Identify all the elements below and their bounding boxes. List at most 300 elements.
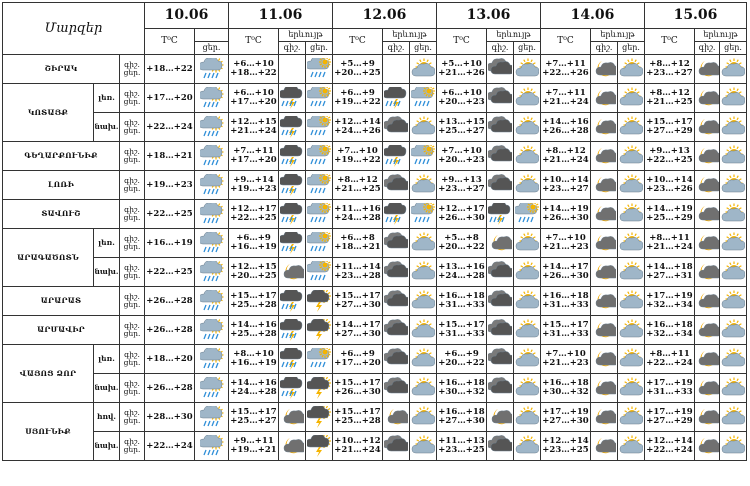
weather-icon-cell xyxy=(695,142,720,171)
night-temp: +15…+17 xyxy=(230,407,277,418)
weather-icon-cell xyxy=(487,171,514,200)
night-temp: +15…+17 xyxy=(438,320,485,331)
weather-icon-cell xyxy=(720,113,747,142)
night-temp: +6…+8 xyxy=(340,233,375,244)
temp-cell: +22…+24 xyxy=(145,432,195,461)
rain-icon xyxy=(306,203,332,225)
table-row xyxy=(3,432,747,461)
night-temp: +8…+12 xyxy=(545,146,586,157)
cloud-dark-icon xyxy=(487,261,513,283)
night-temp: +12…+17 xyxy=(438,204,485,215)
night-temp: +15…+17 xyxy=(542,320,589,331)
temp-header: T⁰C xyxy=(437,29,487,55)
weather-icon-cell xyxy=(195,432,229,461)
weather-icon-cell xyxy=(195,142,229,171)
night-temp: +6…+9 xyxy=(340,88,375,99)
temp-cell: +22…+25 xyxy=(145,258,195,287)
subregion-name: նախ. xyxy=(94,374,120,403)
temp-cell xyxy=(645,142,695,171)
weather-icon-cell xyxy=(720,84,747,113)
weather-icon-cell xyxy=(591,171,618,200)
sun-cloud-icon xyxy=(410,116,436,138)
subregion-name: լեռ. xyxy=(94,229,120,258)
table-row xyxy=(3,55,747,84)
moon-icon xyxy=(591,406,617,428)
weather-icon-cell xyxy=(195,374,229,403)
moon-icon xyxy=(591,203,617,225)
weather-icon-cell xyxy=(410,345,437,374)
night-temp: +12…+15 xyxy=(230,262,277,273)
night-label: գիշ. xyxy=(124,60,140,70)
night-label: գիշ. xyxy=(124,437,140,447)
moon-icon xyxy=(591,232,617,254)
night-temp: +6…+10 xyxy=(233,59,274,70)
weather-icon-cell xyxy=(279,84,306,113)
weather-icon-cell xyxy=(306,403,333,432)
day-temp: +18…+22 xyxy=(230,68,277,78)
weather-icon-cell xyxy=(279,345,306,374)
region-name: ԳԵՂԱՐՔՈՒՆԻՔ xyxy=(3,142,120,171)
weather-icon-cell xyxy=(383,171,410,200)
weather-icon-cell xyxy=(383,374,410,403)
day-temp: +25…+27 xyxy=(438,126,485,136)
night-temp: +13…+16 xyxy=(438,262,485,273)
sun-cloud-icon xyxy=(410,174,436,196)
night-temp: +7…+11 xyxy=(545,59,586,70)
night-label: գիշ. xyxy=(124,379,140,389)
moon-icon xyxy=(591,290,617,312)
day-header: ցեր. xyxy=(306,42,333,55)
night-temp: +15…+17 xyxy=(334,378,381,389)
weather-icon-cell xyxy=(410,287,437,316)
subregion-name: նախ. xyxy=(94,113,120,142)
day-label: ցեր. xyxy=(123,184,141,193)
temp-cell xyxy=(541,403,591,432)
temp-cell xyxy=(541,316,591,345)
period-labels xyxy=(120,171,145,200)
weather-icon-cell xyxy=(591,432,618,461)
temp-header: T⁰C xyxy=(541,29,591,55)
weather-icon-cell xyxy=(618,432,645,461)
day-temp: +31…+33 xyxy=(542,300,589,310)
night-temp: +14…+16 xyxy=(230,378,277,389)
storm-icon xyxy=(279,203,305,225)
day-temp: +17…+20 xyxy=(334,358,381,368)
day-temp: +16…+19 xyxy=(230,358,277,368)
date-header-1: 11.06 xyxy=(229,3,333,29)
night-temp: +14…+17 xyxy=(542,262,589,273)
cloud-dark-icon xyxy=(383,261,409,283)
temp-cell xyxy=(229,229,279,258)
weather-icon-cell xyxy=(591,55,618,84)
day-temp: +17…+20 xyxy=(230,155,277,165)
storm-icon xyxy=(383,203,409,225)
day-temp: +23…+27 xyxy=(646,68,693,78)
region-name: ՇԻՐԱԿ xyxy=(3,55,120,84)
weather-icon-cell xyxy=(279,200,306,229)
sun-cloud-icon xyxy=(720,87,746,109)
temp-cell xyxy=(229,55,279,84)
weather-icon-cell xyxy=(695,229,720,258)
day-label: ցեր. xyxy=(123,329,141,338)
weather-icon-cell xyxy=(279,113,306,142)
rain-icon xyxy=(306,261,332,283)
temp-cell xyxy=(541,171,591,200)
rain-sun-icon xyxy=(195,435,228,457)
temp-cell xyxy=(437,171,487,200)
night-temp: +17…+19 xyxy=(542,407,589,418)
weather-icon-cell xyxy=(195,287,229,316)
temp-cell xyxy=(541,229,591,258)
day-temp: +27…+30 xyxy=(334,329,381,339)
weather-icon-cell xyxy=(306,229,333,258)
night-temp: +12…+14 xyxy=(542,436,589,447)
night-temp: +12…+14 xyxy=(334,117,381,128)
day-temp: +21…+24 xyxy=(542,97,589,107)
region-name: ԼՈՌԻ xyxy=(3,171,120,200)
region-name: ՍՅՈՒՆԻՔ xyxy=(3,403,94,461)
sun-cloud-icon xyxy=(618,87,644,109)
day-header: ցեր. xyxy=(720,42,747,55)
weather-icon-cell xyxy=(487,374,514,403)
temp-cell xyxy=(333,316,383,345)
temp-cell xyxy=(333,229,383,258)
storm-icon xyxy=(279,174,305,196)
day-temp: +23…+25 xyxy=(542,445,589,455)
day-header: ցեր. xyxy=(618,42,645,55)
cloud-dark-icon xyxy=(487,290,513,312)
date-header-2: 12.06 xyxy=(333,3,437,29)
moon-icon xyxy=(695,348,719,370)
day-label: ցեր. xyxy=(123,126,141,135)
day-temp: +27…+29 xyxy=(646,416,693,426)
cloud-dark-icon xyxy=(487,174,513,196)
night-temp: +14…+16 xyxy=(230,320,277,331)
sun-cloud-icon xyxy=(618,232,644,254)
sun-cloud-icon xyxy=(618,348,644,370)
sun-cloud-icon xyxy=(720,435,746,457)
rain-icon xyxy=(306,232,332,254)
day-temp: +21…+26 xyxy=(438,68,485,78)
sun-cloud-icon xyxy=(514,174,540,196)
night-temp: +17…+19 xyxy=(646,291,693,302)
sun-cloud-icon xyxy=(720,348,746,370)
moon-icon xyxy=(279,261,305,283)
day-temp: +19…+21 xyxy=(230,445,277,455)
temp-cell xyxy=(333,403,383,432)
weather-icon-cell xyxy=(195,316,229,345)
region-name: ԿՈՏԱՅՔ xyxy=(3,84,94,142)
day-temp: +20…+23 xyxy=(438,97,485,107)
period-labels xyxy=(120,287,145,316)
weather-icon-cell xyxy=(383,316,410,345)
weather-icon-cell xyxy=(279,55,306,84)
night-temp: +6…+10 xyxy=(441,88,482,99)
night-temp: +7…+10 xyxy=(337,146,378,157)
weather-icon-cell xyxy=(487,113,514,142)
date-header-5: 15.06 xyxy=(645,3,747,29)
period-labels xyxy=(120,142,145,171)
weather-icon-cell xyxy=(383,142,410,171)
day-temp: +26…+30 xyxy=(438,213,485,223)
period-labels xyxy=(120,200,145,229)
night-temp: +5…+9 xyxy=(340,59,375,70)
weather-icon-cell xyxy=(410,142,437,171)
weather-icon-cell xyxy=(514,171,541,200)
weather-icon-cell xyxy=(279,403,306,432)
rain-sun-icon xyxy=(195,290,228,312)
day-header: ցեր. xyxy=(514,42,541,55)
precip-header-blank xyxy=(195,29,229,42)
weather-icon-cell xyxy=(514,229,541,258)
temp-cell xyxy=(333,345,383,374)
weather-icon-cell xyxy=(487,200,514,229)
sun-cloud-icon xyxy=(618,406,644,428)
night-temp: +17…+19 xyxy=(646,378,693,389)
subregion-name: նախ. xyxy=(94,432,120,461)
day-temp: +16…+19 xyxy=(230,242,277,252)
day-temp: +27…+30 xyxy=(334,300,381,310)
day-temp: +26…+30 xyxy=(334,387,381,397)
night-temp: +15…+17 xyxy=(334,291,381,302)
temp-cell xyxy=(645,55,695,84)
date-header-0: 10.06 xyxy=(145,3,229,29)
rain-sun-icon xyxy=(195,145,228,167)
temp-cell xyxy=(333,258,383,287)
moon-icon xyxy=(487,232,513,254)
subregion-name: լեռ. xyxy=(94,345,120,374)
weather-icon-cell xyxy=(720,229,747,258)
date-header-4: 14.06 xyxy=(541,3,645,29)
night-temp: +14…+19 xyxy=(646,204,693,215)
sun-cloud-icon xyxy=(410,319,436,341)
sun-cloud-icon xyxy=(720,174,746,196)
forecast-table xyxy=(2,2,747,461)
day-temp: +22…+25 xyxy=(646,155,693,165)
temp-cell xyxy=(541,345,591,374)
temp-cell xyxy=(437,55,487,84)
weather-icon-cell xyxy=(306,55,333,84)
rain-sun-icon xyxy=(195,116,228,138)
night-temp: +8…+12 xyxy=(649,88,690,99)
day-temp: +21…+23 xyxy=(542,358,589,368)
night-temp: +14…+19 xyxy=(542,204,589,215)
day-temp: +19…+22 xyxy=(334,155,381,165)
period-labels xyxy=(120,113,145,142)
sun-cloud-icon xyxy=(514,348,540,370)
temp-cell xyxy=(541,258,591,287)
moon-icon xyxy=(695,203,719,225)
day-temp: +24…+28 xyxy=(438,271,485,281)
day-label: ցեր. xyxy=(123,416,141,425)
weather-icon-cell xyxy=(618,171,645,200)
day-temp: +31…+33 xyxy=(646,387,693,397)
region-name: ԱՐՄԱՎԻՐ xyxy=(3,316,120,345)
cloud-dark-icon xyxy=(487,435,513,457)
weather-icon-cell xyxy=(410,171,437,200)
region-name: ՎԱՅՈՑ ՁՈՐ xyxy=(3,345,94,403)
sun-cloud-icon xyxy=(410,232,436,254)
temp-cell xyxy=(229,374,279,403)
weather-icon-cell xyxy=(383,345,410,374)
temp-cell xyxy=(645,287,695,316)
temp-cell: +18…+21 xyxy=(145,142,195,171)
weather-icon-cell xyxy=(514,142,541,171)
temp-cell xyxy=(541,142,591,171)
rain-sun-icon xyxy=(195,406,228,428)
temp-cell xyxy=(437,403,487,432)
night-temp: +16…+18 xyxy=(438,291,485,302)
rain-sun-icon xyxy=(195,377,228,399)
weather-icon-cell xyxy=(591,258,618,287)
night-temp: +9…+11 xyxy=(233,436,274,447)
cloud-dark-icon xyxy=(383,232,409,254)
sun-cloud-icon xyxy=(514,319,540,341)
weather-icon-cell xyxy=(720,142,747,171)
rain-sun-icon xyxy=(195,261,228,283)
weather-icon-cell xyxy=(410,113,437,142)
night-header: գիշ. xyxy=(279,42,306,55)
storm-icon xyxy=(279,116,305,138)
night-label: գիշ. xyxy=(124,118,140,128)
sun-cloud-icon xyxy=(618,58,644,80)
weather-icon-cell xyxy=(591,287,618,316)
day-temp: +19…+23 xyxy=(230,184,277,194)
temp-cell xyxy=(437,113,487,142)
night-temp: +16…+18 xyxy=(438,378,485,389)
moon-icon xyxy=(695,319,719,341)
weather-icon-cell xyxy=(383,258,410,287)
weather-icon-cell xyxy=(487,258,514,287)
cloud-dark-icon xyxy=(487,87,513,109)
weather-icon-cell xyxy=(720,287,747,316)
night-label: գիշ. xyxy=(124,205,140,215)
day-header: ցեր. xyxy=(410,42,437,55)
weather-icon-cell xyxy=(195,113,229,142)
night-temp: +6…+9 xyxy=(340,349,375,360)
storm-icon xyxy=(383,87,409,109)
night-temp: +16…+18 xyxy=(438,407,485,418)
night-temp: +8…+10 xyxy=(233,349,274,360)
temp-cell xyxy=(645,258,695,287)
weather-icon-cell xyxy=(720,258,747,287)
weather-icon-cell xyxy=(514,113,541,142)
temp-cell xyxy=(229,200,279,229)
weather-icon-cell xyxy=(591,142,618,171)
day-temp: +17…+20 xyxy=(230,97,277,107)
weather-icon-cell xyxy=(695,258,720,287)
night-temp: +16…+18 xyxy=(542,291,589,302)
weather-icon-cell xyxy=(279,142,306,171)
weather-icon-cell xyxy=(487,229,514,258)
night-temp: +7…+11 xyxy=(233,146,274,157)
weather-icon-cell xyxy=(195,345,229,374)
sun-cloud-icon xyxy=(514,87,540,109)
temp-cell xyxy=(437,432,487,461)
weather-icon-cell xyxy=(514,258,541,287)
rain-icon xyxy=(410,145,436,167)
day-temp: +21…+24 xyxy=(542,155,589,165)
temp-cell xyxy=(333,287,383,316)
temp-cell: +16…+19 xyxy=(145,229,195,258)
day-temp: +27…+29 xyxy=(646,126,693,136)
moon-icon xyxy=(591,116,617,138)
temp-cell xyxy=(541,432,591,461)
subregion-name: հով. xyxy=(94,403,120,432)
weather-icon-cell xyxy=(514,84,541,113)
temp-cell xyxy=(333,200,383,229)
rain-sun-icon xyxy=(195,203,228,225)
regions-header: Մարզեր xyxy=(3,3,145,55)
cloud-dark-icon xyxy=(383,174,409,196)
night-temp: +10…+14 xyxy=(542,175,589,186)
rain-icon xyxy=(306,58,332,80)
weather-icon-cell xyxy=(279,432,306,461)
weather-icon-cell xyxy=(695,345,720,374)
sun-cloud-icon xyxy=(720,406,746,428)
weather-icon-cell xyxy=(195,258,229,287)
day-temp: +25…+27 xyxy=(230,416,277,426)
day-temp: +31…+33 xyxy=(438,329,485,339)
moon-icon xyxy=(695,406,719,428)
weather-icon-cell xyxy=(618,287,645,316)
day-temp: +30…+32 xyxy=(542,387,589,397)
temp-cell xyxy=(645,316,695,345)
night-temp: +7…+10 xyxy=(545,233,586,244)
weather-icon-cell xyxy=(487,84,514,113)
day-temp: +27…+30 xyxy=(542,416,589,426)
weather-icon-cell xyxy=(306,316,333,345)
weather-icon-cell xyxy=(618,84,645,113)
temp-cell xyxy=(437,229,487,258)
moon-icon xyxy=(279,435,305,457)
sun-cloud-icon xyxy=(618,435,644,457)
moon-icon xyxy=(591,348,617,370)
day-temp: +22…+25 xyxy=(230,213,277,223)
weather-icon-cell xyxy=(618,229,645,258)
temp-cell xyxy=(645,113,695,142)
day-temp: +21…+24 xyxy=(230,126,277,136)
sun-cloud-icon xyxy=(410,58,436,80)
weather-icon-cell xyxy=(514,200,541,229)
table-row xyxy=(3,84,747,113)
weather-icon-cell xyxy=(720,432,747,461)
weather-icon-cell xyxy=(591,316,618,345)
day-temp: +21…+24 xyxy=(334,445,381,455)
weather-icon-cell xyxy=(195,84,229,113)
night-temp: +7…+11 xyxy=(545,88,586,99)
table-row xyxy=(3,345,747,374)
weather-icon-cell xyxy=(695,55,720,84)
day-temp: +32…+34 xyxy=(646,329,693,339)
day-label: ցեր. xyxy=(123,387,141,396)
weather-icon-cell xyxy=(618,55,645,84)
temp-cell: +22…+24 xyxy=(145,113,195,142)
rain-icon xyxy=(306,348,332,370)
table-row xyxy=(3,258,747,287)
sun-cloud-icon xyxy=(720,145,746,167)
cloud-dark-icon xyxy=(383,319,409,341)
night-header: գիշ. xyxy=(695,42,720,55)
weather-icon-cell xyxy=(487,287,514,316)
weather-icon-cell xyxy=(487,142,514,171)
table-row xyxy=(3,200,747,229)
night-temp: +14…+18 xyxy=(646,262,693,273)
cloud-dark-icon xyxy=(487,348,513,370)
sun-cloud-icon xyxy=(720,261,746,283)
weather-icon-cell xyxy=(306,200,333,229)
temp-cell: +26…+28 xyxy=(145,316,195,345)
